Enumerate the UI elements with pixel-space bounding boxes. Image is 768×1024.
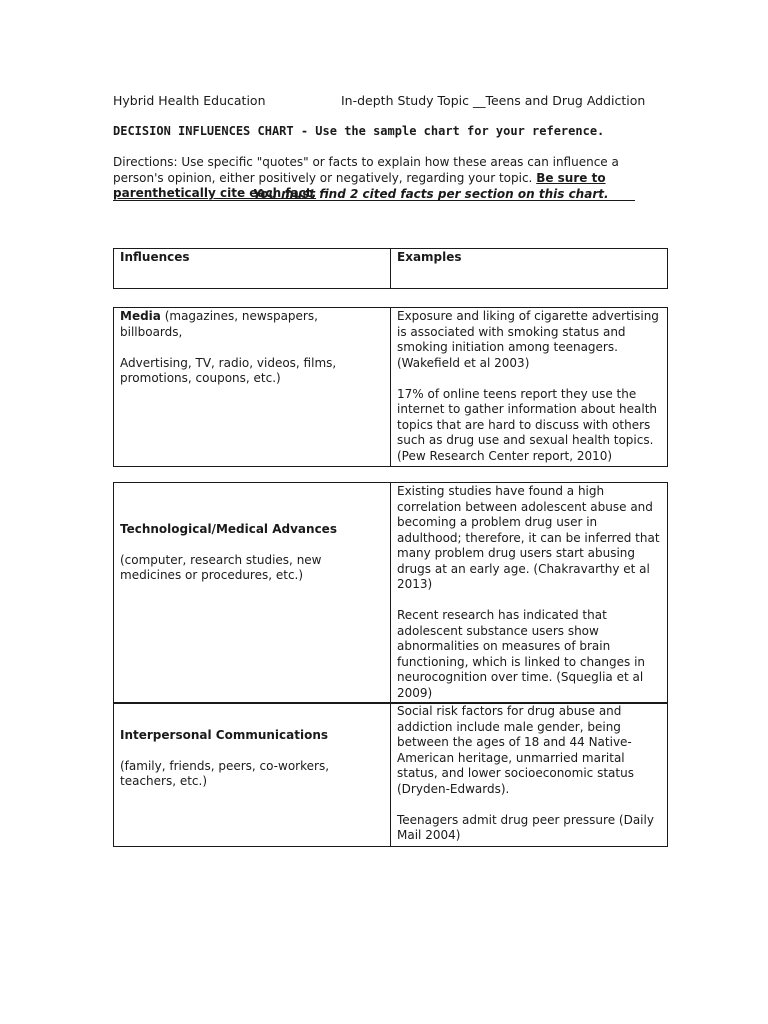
directions-bold-2: parenthetically cite each fact. bbox=[113, 186, 317, 200]
header-examples bbox=[391, 249, 668, 289]
influence-name: Technological/Medical Advances bbox=[120, 521, 337, 536]
example-text: Existing studies have found a high correlation between adolescent abuse and becoming a problem drug user in adulthood; therefore, it can be inferred that many problem drug users start abusing drugs at an early age. (Chakravarthy et al 2013) bbox=[397, 484, 660, 591]
example-text: Teenagers admit drug peer pressure (Daily Mail 2004) bbox=[397, 812, 654, 842]
influence-cell-media bbox=[114, 308, 391, 467]
study-topic: In-depth Study Topic __Teens and Drug Addiction bbox=[341, 93, 646, 108]
directions-bold-1: Be sure to bbox=[536, 170, 606, 185]
directions-text: Directions: Use specific "quotes" or facts to explain how these areas can influence a person's opinion, either positively or negatively, regarding your topic. bbox=[113, 155, 619, 185]
influence-cell-interpersonal bbox=[114, 703, 391, 847]
header-influences bbox=[114, 249, 391, 289]
directions-requirement: You must find 2 cited facts per section on this chart. bbox=[253, 187, 609, 201]
influence-name: Media bbox=[120, 309, 161, 323]
influence-name: Interpersonal Communications bbox=[120, 727, 329, 742]
directions-underline bbox=[113, 200, 635, 201]
header-examples-label: Examples bbox=[397, 250, 462, 264]
influence-cell-technological bbox=[114, 483, 391, 704]
example-text: Recent research has indicated that adolescent substance users show abnormalities on measures of brain functioning, which is linked to changes in neurocognition over time. (Squeglia et al 2009) bbox=[397, 608, 646, 700]
examples-cell-technological bbox=[391, 483, 668, 704]
examples-cell-interpersonal bbox=[391, 703, 668, 847]
technological-table bbox=[113, 482, 668, 704]
header-influences-label: Influences bbox=[120, 250, 190, 264]
chart-title: DECISION INFLUENCES CHART - Use the sample chart for your reference. bbox=[113, 124, 605, 138]
example-text: Social risk factors for drug abuse and addiction include male gender, being between the ages of 18 and 44 Native-American heritage, unmarried marital status, and lower socioeconomic status (Dryden-Edwards). bbox=[397, 704, 634, 796]
interpersonal-table bbox=[113, 702, 668, 847]
media-table bbox=[113, 307, 668, 467]
influence-description: (computer, research studies, new medicines or procedures, etc.) bbox=[120, 552, 322, 582]
chart-header-table bbox=[113, 248, 668, 289]
example-text: 17% of online teens report they use the internet to gather information about health topics that are hard to discuss with others such as drug use and sexual health topics. (Pew Research Center report, 2010) bbox=[397, 386, 658, 463]
course-name: Hybrid Health Education bbox=[113, 93, 266, 108]
influence-name-suffix: (magazines, newspapers, billboards, bbox=[120, 309, 318, 339]
examples-cell-media bbox=[391, 308, 668, 467]
influence-description: Advertising, TV, radio, videos, films, promotions, coupons, etc.) bbox=[120, 355, 337, 385]
example-text: Exposure and liking of cigarette advertising is associated with smoking status and smoking initiation among teenagers. (Wakefield et al 2003) bbox=[397, 309, 659, 370]
influence-description: (family, friends, peers, co-workers, teachers, etc.) bbox=[120, 758, 330, 789]
